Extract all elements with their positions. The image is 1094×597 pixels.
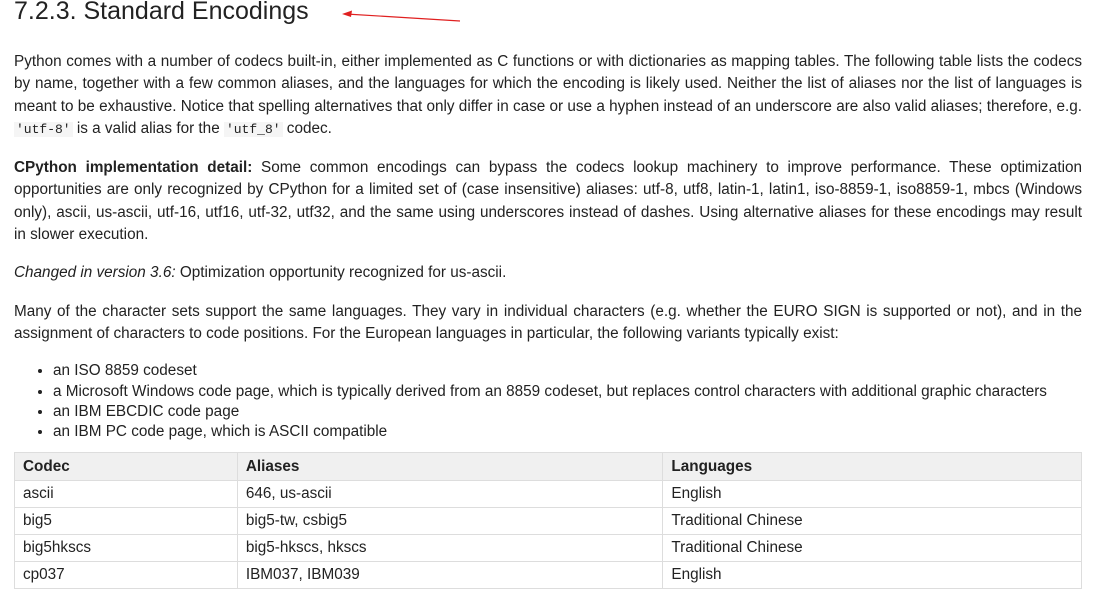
languages-cell: Traditional Chinese: [663, 508, 1082, 535]
list-item: • an IBM PC code page, which is ASCII compatible: [53, 422, 1082, 442]
column-header-aliases: Aliases: [237, 453, 663, 481]
codec-cell: big5: [15, 508, 238, 535]
table-row: [15, 481, 1082, 508]
aliases-cell: big5-hkscs, hkscs: [237, 535, 663, 562]
languages-cell: English: [663, 562, 1082, 589]
aliases-cell: big5-tw, csbig5: [237, 508, 663, 535]
list-item: • a Microsoft Windows code page, which is typically derived from an 8859 codeset, but replaces control characters with additional graphic characters: [53, 382, 1082, 402]
list-item: • an IBM EBCDIC code page: [53, 402, 1082, 422]
languages-cell: English: [663, 481, 1082, 508]
aliases-cell: 646, us-ascii: [237, 481, 663, 508]
implementation-detail-label: CPython implementation detail:: [14, 159, 253, 177]
code-utf-8: 'utf-8': [16, 121, 71, 137]
codec-cell: ascii: [15, 481, 238, 508]
code-utf_8: 'utf_8': [225, 121, 281, 137]
list-item: • an ISO 8859 codeset: [53, 361, 1082, 381]
version-changed-paragraph: Changed in version 3.6: Optimization opportunity recognized for us-ascii.: [14, 264, 507, 282]
languages-cell: Traditional Chinese: [663, 535, 1082, 562]
encodings-table: [14, 452, 1082, 589]
table-row: [15, 508, 1082, 535]
table-row: [15, 535, 1082, 562]
intro-paragraph: Python comes with a number of codecs built-in, either implemented as C functions or with dictionaries as mapping tables. The following table lists the codecs by name, together with a few common aliases, and the languages for which the encoding is likely used. Neither the list of aliases nor the list of languages is meant to be exhaustive. Notice that spelling alternatives that only differ in case or use a hyphen instead of an underscore are also valid aliases; therefore, e.g. 'utf-8' is a valid alias for the 'utf_8' codec.: [14, 53, 1082, 137]
table-header-row: [15, 453, 1082, 481]
column-header-codec: Codec: [15, 453, 238, 481]
document-content: [14, 51, 1082, 589]
aliases-cell: IBM037, IBM039: [237, 562, 663, 589]
column-header-languages: Languages: [663, 453, 1082, 481]
table-row: [15, 562, 1082, 589]
variant-list: [14, 361, 1082, 442]
implementation-detail-paragraph: CPython implementation detail: Some common encodings can bypass the codecs lookup machinery to improve performance. These optimization opportunities are only recognized by CPython for a limited set of (case insensitive) aliases: utf-8, utf8, latin-1, latin1, iso-8859-1, iso8859-1, mbcs (Windows only), ascii, us-ascii, utf-16, utf16, utf-32, utf32, and the same using underscores instead of dashes. Using alternative aliases for these encodings may result in slower execution.: [14, 159, 1083, 244]
charset-paragraph: Many of the character sets support the same languages. They vary in individual characters (e.g. whether the EURO SIGN is supported or not), and in the assignment of characters to code positions. For the European languages in particular, the following variants typically exist:: [14, 302, 1082, 342]
version-changed-label: Changed in version 3.6:: [14, 264, 176, 282]
codec-cell: big5hkscs: [15, 535, 238, 562]
page-title: 7.2.3. Standard Encodings: [14, 0, 309, 25]
red-arrow-annotation: [340, 8, 464, 28]
codec-cell: cp037: [15, 562, 238, 589]
